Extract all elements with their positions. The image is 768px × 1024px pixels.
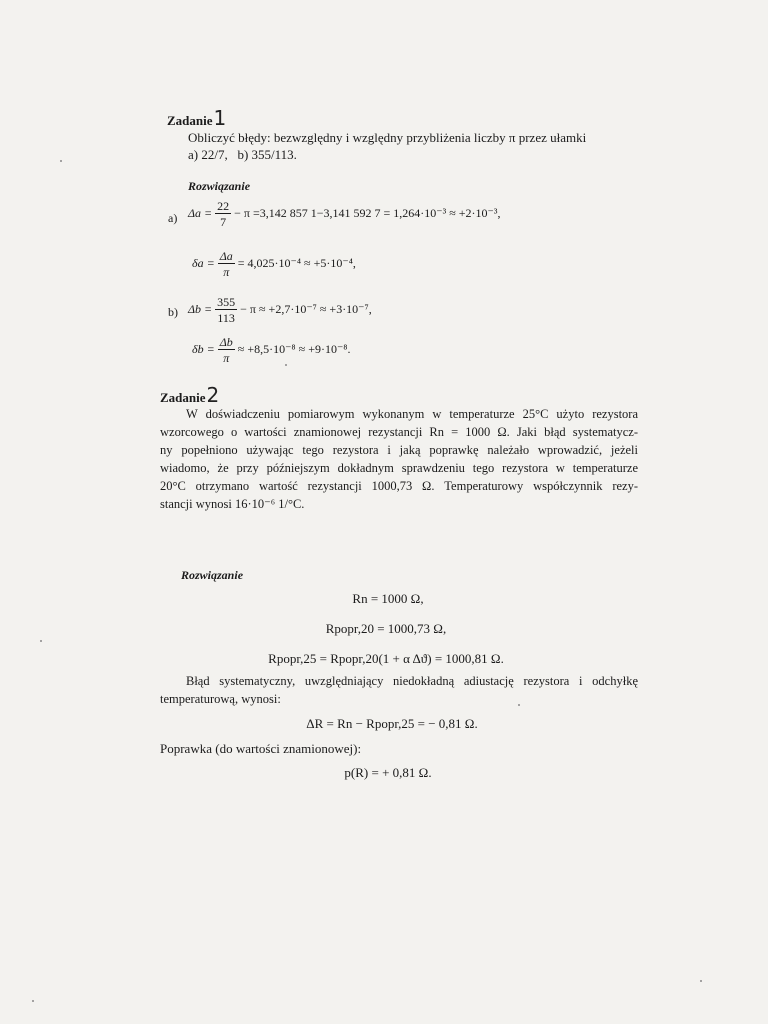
task2-eq-delta-r: ΔR = Rn − Rpopr,25 = − 0,81 Ω. <box>306 716 478 731</box>
task2-line-2: wzorcowego o wartości znamionowej rezystancji Rn = 1000 Ω. Jaki błąd systematycz- <box>160 425 638 439</box>
scan-speck <box>40 640 42 642</box>
task1-b-fraction <box>215 296 237 324</box>
task2-error-text <box>160 672 638 708</box>
task1-a-rhs: − π =3,142 857 1−3,141 592 7 = 1,264·10⁻³ ≈ +2·10⁻³, <box>234 205 501 220</box>
task2-eq-rpopr20: Rpopr,20 = 1000,73 Ω, <box>325 621 447 636</box>
task1-handwritten-number: 1 <box>213 106 227 130</box>
task2-eq-rpopr25: Rpopr,25 = Rpopr,20(1 + α Δϑ) = 1000,81 Ω. <box>268 651 504 666</box>
task1-b-delta-equation <box>192 336 350 364</box>
scan-speck <box>518 704 520 706</box>
task1-b-frac-den: 113 <box>217 311 235 325</box>
task1-solution-heading: Rozwiązanie <box>188 179 251 193</box>
task1-a-delta-frac-num: Δa <box>219 249 233 263</box>
task2-handwritten-number: 2 <box>206 383 220 407</box>
task1-a-delta-equation <box>192 250 356 278</box>
scan-speck <box>32 1000 34 1002</box>
task1-a-lhs: Δa = <box>188 205 213 220</box>
task2-correction-text: Poprawka (do wartości znamionowej): <box>160 741 362 756</box>
scan-speck <box>285 364 287 366</box>
task2-statement <box>160 405 638 513</box>
task1-b-equation <box>188 296 372 324</box>
scan-speck <box>700 980 702 982</box>
task1-a-delta-rhs: = 4,025·10⁻⁴ ≈ +5·10⁻⁴, <box>237 255 356 270</box>
task2-eq-rn: Rn = 1000 Ω, <box>352 591 424 606</box>
task1-title-text: Zadanie <box>167 113 213 128</box>
task1-options: a) 22/7, b) 355/113. <box>188 147 297 162</box>
scan-speck <box>60 160 62 162</box>
task1-a-fraction <box>215 200 231 228</box>
task1-title <box>167 106 226 130</box>
task2-eq-correction: p(R) = + 0,81 Ω. <box>344 765 432 780</box>
task1-b-delta-fraction <box>218 336 235 364</box>
task2-line-3: ny popełniono używając tego rezystora i jaką poprawkę należało wprowadzić, jeżeli <box>160 443 638 457</box>
task2-line-6: stancji wynosi 16·10⁻⁶ 1/°C. <box>160 497 305 511</box>
task2-title <box>160 383 219 407</box>
task2-line-4: wiadomo, że przy późniejszym dokładnym sprawdzeniu tego rezystora w temperaturze <box>160 461 638 475</box>
task1-b-delta-frac-num: Δb <box>219 335 233 349</box>
task1-b-frac-num: 355 <box>217 295 236 309</box>
task2-title-text: Zadanie <box>160 390 206 405</box>
task1-a-delta-lhs: δa = <box>192 255 215 270</box>
task2-error-line-2: temperaturową, wynosi: <box>160 692 281 706</box>
task1-a-delta-frac-den: π <box>223 265 230 279</box>
task2-solution-heading: Rozwiązanie <box>181 568 244 582</box>
task2-error-line-1: Błąd systematyczny, uwzględniający niedokładną adiustację rezystora i odchyłkę <box>186 674 638 688</box>
task1-b-delta-lhs: δb = <box>192 341 215 356</box>
task1-b-lhs: Δb = <box>188 301 213 316</box>
task1-b-label: b) <box>168 305 178 319</box>
task2-line-5: 20°C otrzymano wartość rezystancji 1000,73 Ω. Temperaturowy współczynnik rezy- <box>160 479 638 493</box>
task1-b-delta-rhs: ≈ +8,5·10⁻⁸ ≈ +9·10⁻⁸. <box>237 341 351 356</box>
task1-a-frac-den: 7 <box>220 215 227 229</box>
task1-a-label: a) <box>168 211 178 225</box>
task1-a-equation <box>188 200 500 228</box>
task1-a-delta-fraction <box>218 250 235 278</box>
task1-a-frac-num: 22 <box>217 199 230 213</box>
task2-line-1: W doświadczeniu pomiarowym wykonanym w temperaturze 25°C użyto rezystora <box>186 407 638 421</box>
task1-b-delta-frac-den: π <box>223 351 230 365</box>
task1-statement: Obliczyć błędy: bezwzględny i względny przybliżenia liczby π przez ułamki <box>188 130 587 145</box>
task1-b-rhs: − π ≈ +2,7·10⁻⁷ ≈ +3·10⁻⁷, <box>240 301 372 316</box>
